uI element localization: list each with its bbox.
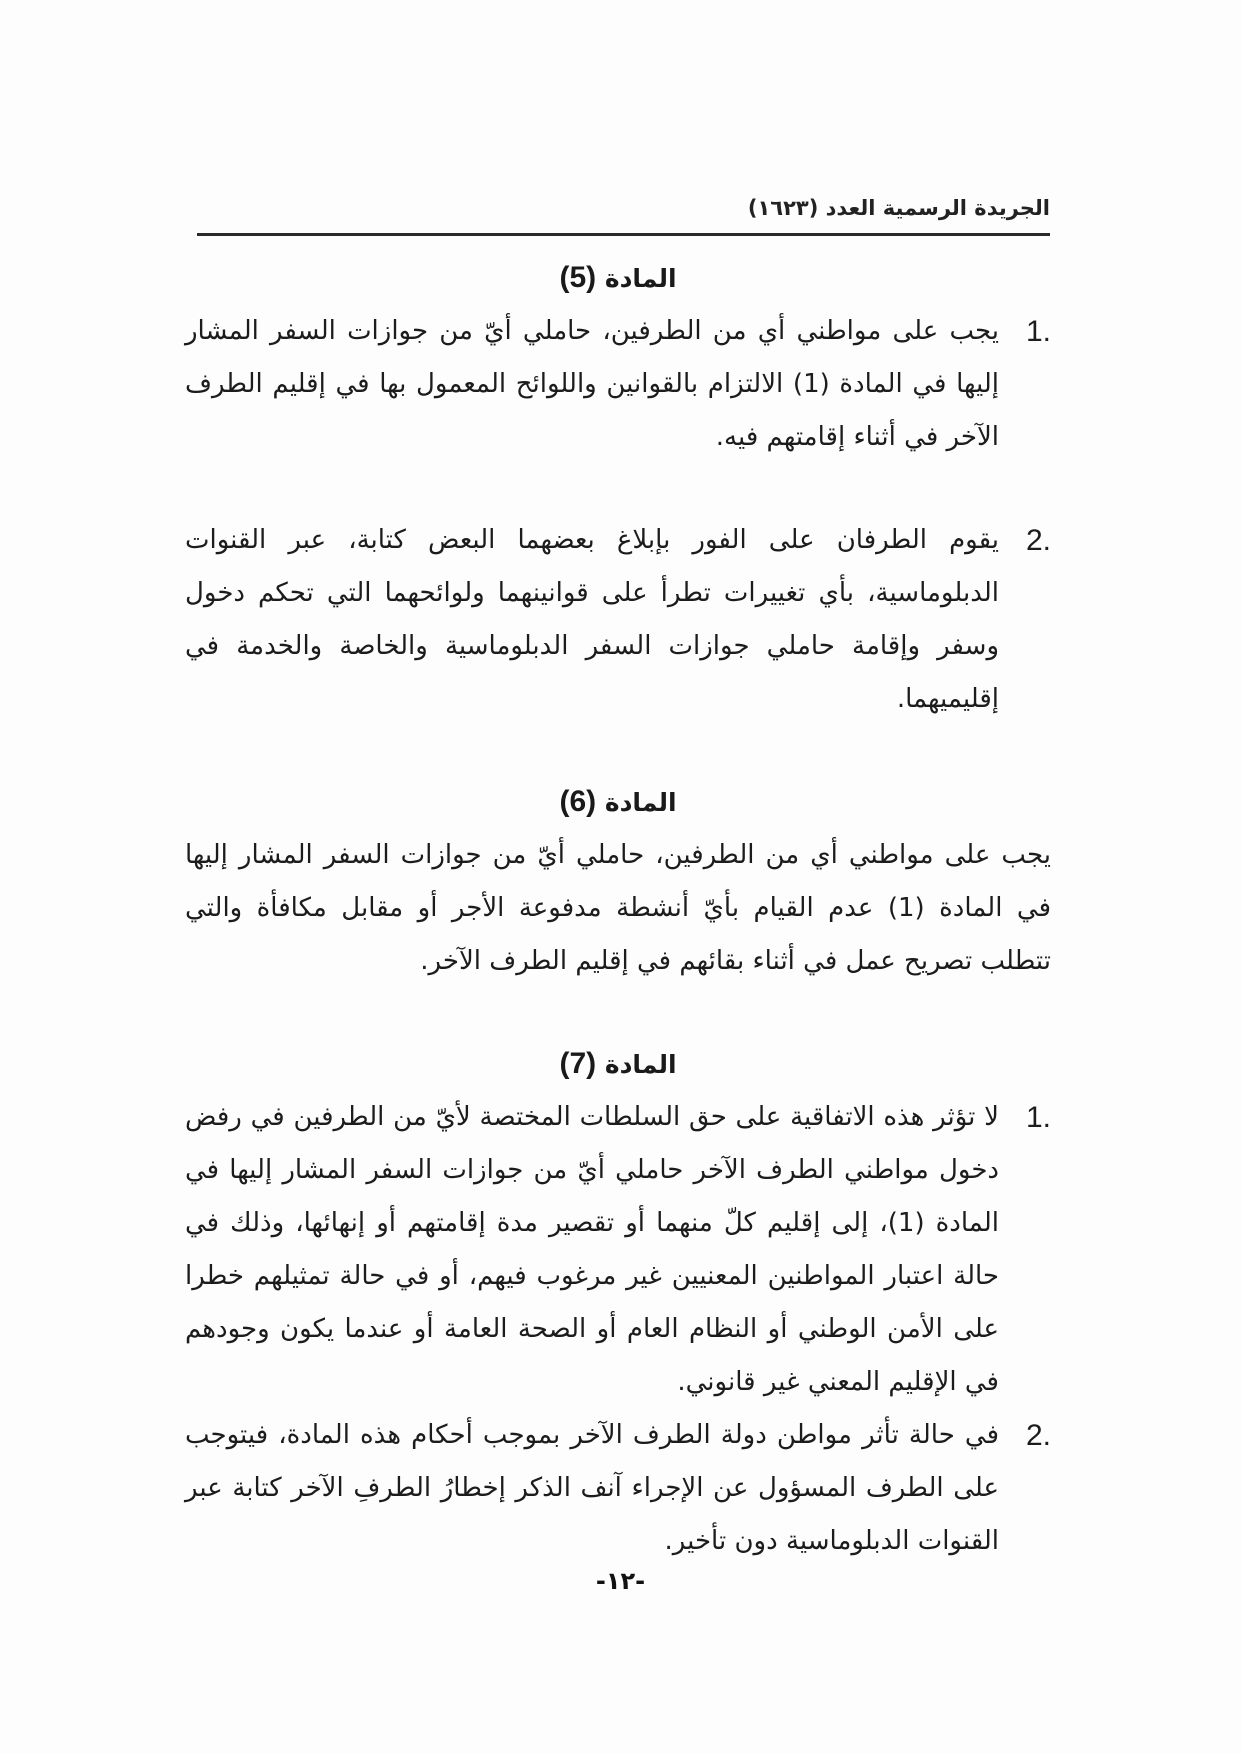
article-5 [185, 252, 1051, 726]
clause-text: في حالة تأثر مواطن دولة الطرف الآخر بموجب أحكام هذه المادة، فيتوجب على الطرف المسؤول عن الإجراء آنف الذكر إخطارُ الطرفِ الآخر كتابة عبر القنوات الدبلوماسية دون تأخير. [185, 1420, 999, 1556]
article-6-title [185, 776, 1051, 829]
clause-number: 2. [1025, 524, 1051, 557]
clause-text: يجب على مواطني أي من الطرفين، حاملي أيّ من جوازات السفر المشار إليها في المادة (1) الالتزام بالقوانين واللوائح المعمول بها في إقليم الطرف الآخر في أثناء إقامتهم فيه. [185, 316, 999, 452]
page-number: -١٢- [595, 1567, 646, 1595]
article-title-number: (5) [559, 261, 597, 294]
gazette-title: الجريدة الرسمية العدد (١٦٢٣) [747, 196, 1050, 220]
article-5-clause-2 [185, 514, 1051, 726]
clause-number: 1. [1025, 315, 1051, 348]
article-7-clause-1 [185, 1091, 1051, 1409]
clause-number: 1. [1025, 1101, 1051, 1134]
article-7-clause-2 [185, 1409, 1051, 1568]
article-5-title [185, 252, 1051, 305]
header-divider [197, 233, 1050, 236]
article-6-paragraph: يجب على مواطني أي من الطرفين، حاملي أيّ من جوازات السفر المشار إليها في المادة (1) عدم القيام بأيّ أنشطة مدفوعة الأجر أو مقابل مكافأة والتي تتطلب تصريح عمل في أثناء بقائهم في إقليم الطرف الآخر. [185, 840, 1051, 976]
article-7-title [185, 1038, 1051, 1091]
article-6 [185, 776, 1051, 988]
clause-text: يقوم الطرفان على الفور بإبلاغ بعضهما البعض كتابة، عبر القنوات الدبلوماسية، بأي تغييرات تطرأ على قوانينهما ولوائحهما التي تحكم دخول وسفر وإقامة حاملي جوازات السفر الدبلوماسية والخاصة والخدمة في إقليميهما. [185, 525, 999, 714]
article-title-word: المادة [604, 788, 677, 817]
article-7 [185, 1038, 1051, 1568]
clause-text: لا تؤثر هذه الاتفاقية على حق السلطات المختصة لأيّ من الطرفين في رفض دخول مواطني الطرف الآخر حاملي أيّ من جوازات السفر المشار إليها في المادة (1)، إلى إقليم كلّ منهما أو تقصير مدة إقامتهم أو إنهائها، وذلك في حالة اعتبار المواطنين المعنيين غير مرغوب فيهم، أو في حالة تمثيلهم خطرا على الأمن الوطني أو النظام العام أو الصحة العامة أو عندما يكون وجودهم في الإقليم المعني غير قانوني. [185, 1102, 999, 1397]
clause-number: 2. [1025, 1419, 1051, 1452]
article-title-number: (6) [559, 785, 597, 818]
running-header [197, 196, 1050, 220]
article-title-number: (7) [559, 1047, 597, 1080]
document-body [185, 252, 1051, 1568]
article-title-word: المادة [604, 1050, 677, 1079]
article-title-word: المادة [604, 264, 677, 293]
article-5-clause-1 [185, 305, 1051, 464]
